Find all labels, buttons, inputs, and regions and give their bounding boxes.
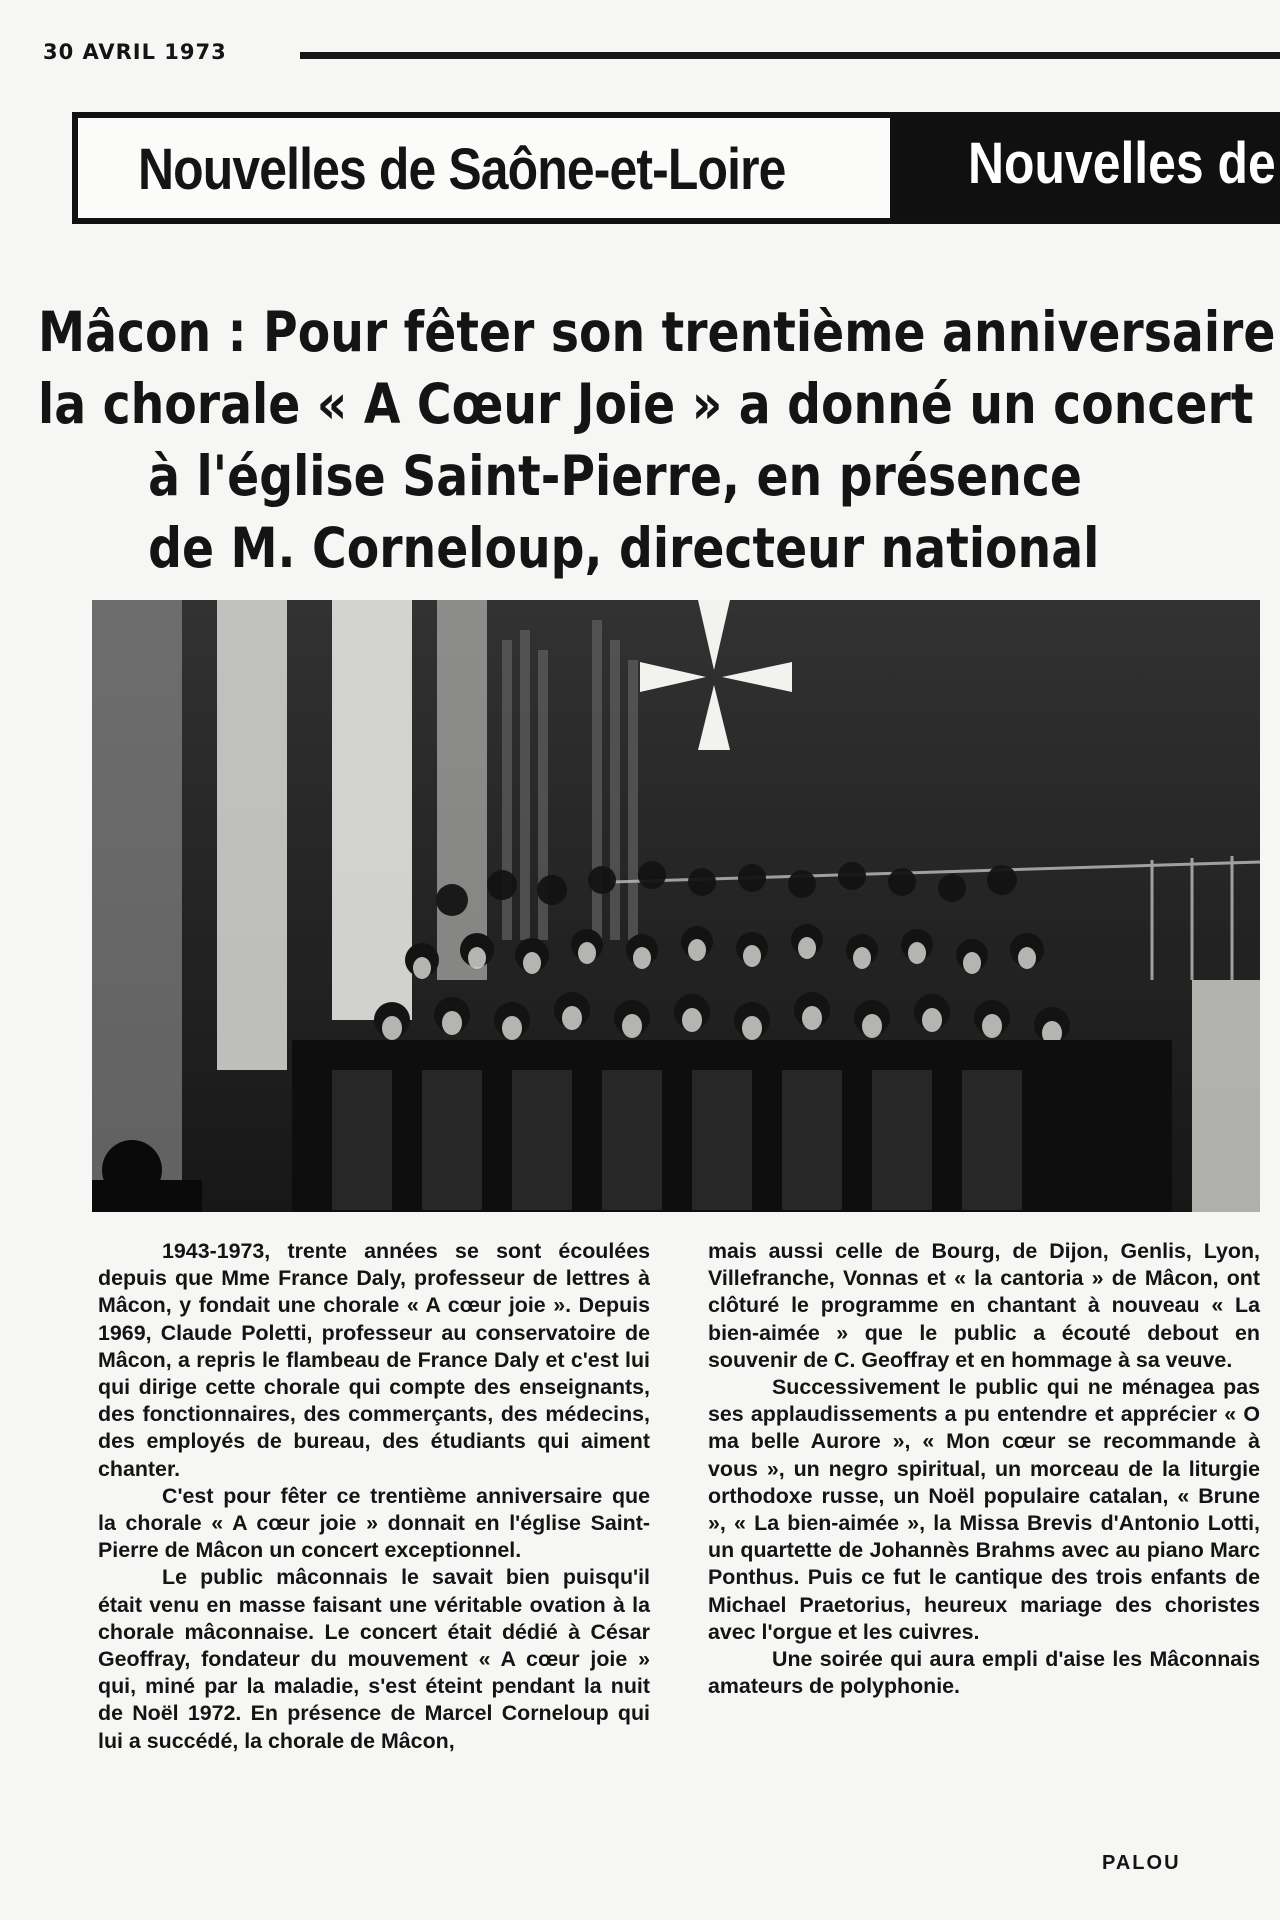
article-headline (38, 296, 1278, 584)
headline-line-3: à l'église Saint-Pierre, en présence (148, 444, 1082, 508)
headline-line-1: Mâcon : Pour fêter son trentième anniversaire (38, 300, 1276, 364)
article-column-left (98, 1238, 650, 1755)
article-paragraph: C'est pour fêter ce trentième anniversaire que la chorale « A cœur joie » donnait en l'église Saint-Pierre de Mâcon un concert exceptionnel. (98, 1483, 650, 1563)
banner-title-left: Nouvelles de Saône-et-Loire (138, 137, 786, 202)
choir-photo-graphic (92, 600, 1260, 1212)
dateline-rule (300, 52, 1280, 59)
article-column-right (708, 1238, 1260, 1700)
choir-photo (92, 600, 1260, 1212)
article-paragraph: mais aussi celle de Bourg, de Dijon, Genlis, Lyon, Villefranche, Vonnas et « la cantoria » de Mâcon, ont clôturé le programme en chantant à nouveau « La bien-aimée » que le public a écouté debout en souvenir de C. Geoffray et en hommage à sa veuve. (708, 1239, 1260, 1372)
section-banner (72, 112, 1280, 224)
headline-line-4: de M. Corneloup, directeur national (148, 516, 1100, 580)
banner-dark-panel (890, 118, 1280, 218)
author-signature: PALOU (1102, 1852, 1181, 1874)
banner-title-right: Nouvelles de (968, 131, 1276, 196)
article-paragraph: 1943-1973, trente années se sont écoulées depuis que Mme France Daly, professeur de lettres à Mâcon, y fondait une chorale « A cœur joie ». Depuis 1969, Claude Poletti, professeur au conservatoire de Mâcon, a repris le flambeau de France Daly et c'est lui qui dirige cette chorale qui compte des enseignants, des fonctionnaires, des commerçants, des médecins, des employés de bureau, des étudiants qui aiment chanter. (98, 1239, 650, 1481)
article-paragraph: Une soirée qui aura empli d'aise les Mâconnais amateurs de polyphonie. (708, 1647, 1260, 1699)
article-paragraph: Successivement le public qui ne ménagea pas ses applaudissements a pu entendre et apprécier « O ma belle Aurore », « Mon cœur se recommande à vous », un negro spiritual, un morceau de la liturgie orthodoxe russe, un Noël populaire catalan, « Brune », « La bien-aimée », la Missa Brevis d'Antonio Lotti, un quartette de Johannès Brahms avec au piano Marc Ponthus. Puis ce fut le cantique des trois enfants de Michael Praetorius, heureux mariage des choristes avec l'orgue et les cuivres. (708, 1375, 1260, 1644)
headline-line-2: la chorale « A Cœur Joie » a donné un concert (38, 372, 1254, 436)
dateline: 30 AVRIL 1973 (43, 40, 227, 64)
article-paragraph: Le public mâconnais le savait bien puisqu'il était venu en masse faisant une véritable ovation à la chorale mâconnaise. Le concert était dédié à César Geoffray, fondateur du mouvement « A cœur joie » qui, miné par la maladie, s'est éteint pendant la nuit de Noël 1972. En présence de Marcel Corneloup qui lui a succédé, la chorale de Mâcon, (98, 1565, 650, 1753)
